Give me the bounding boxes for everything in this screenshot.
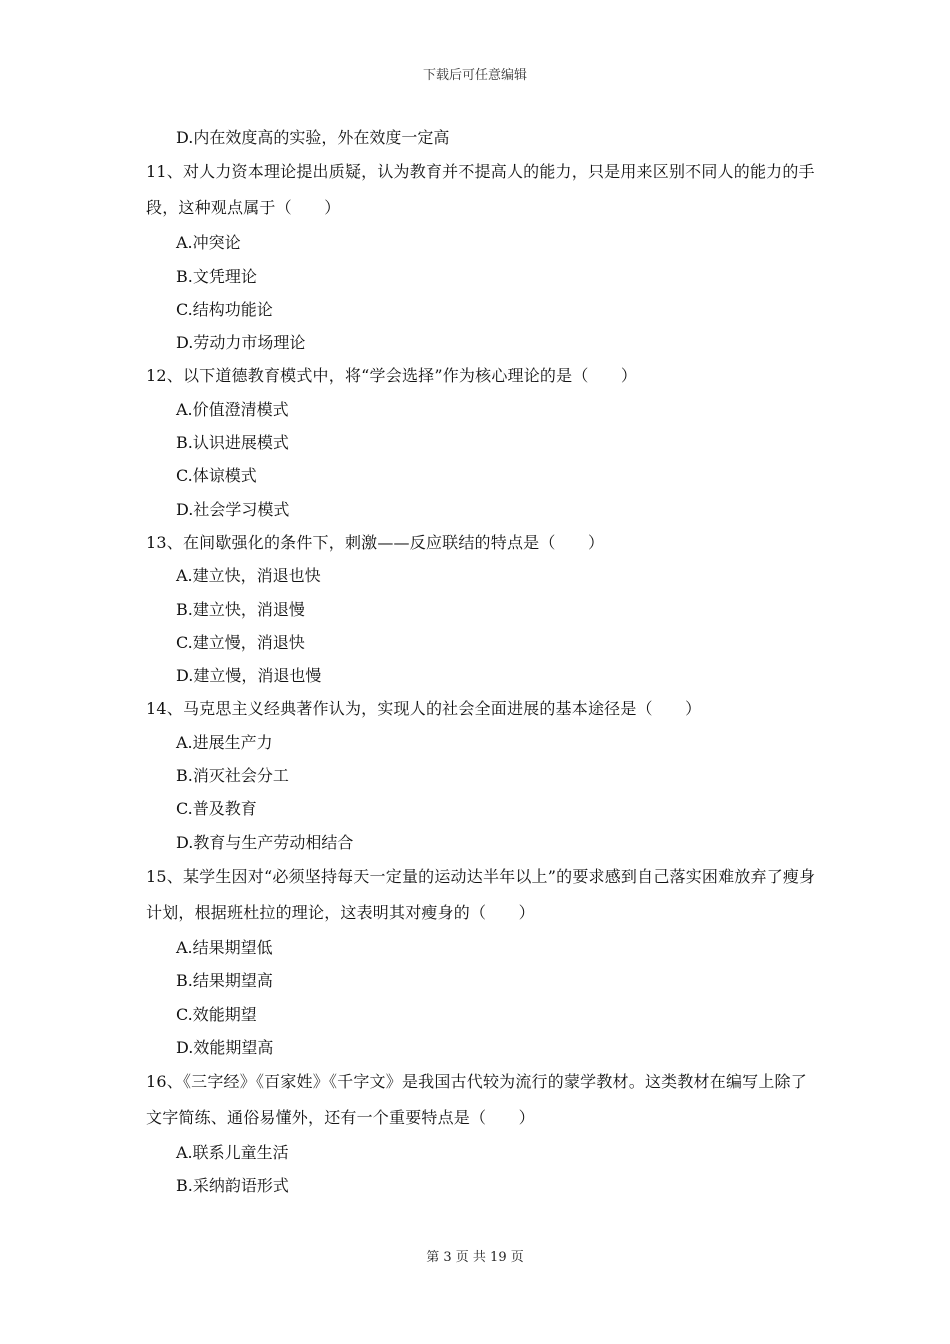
- answer-option: C.普及教育: [176, 799, 257, 819]
- answer-option: D.效能期望高: [176, 1037, 274, 1057]
- question-stem: 11、对人力资本理论提出质疑，认为教育并不提高人的能力，只是用来区别不同人的能力的手段，这种观点属于（ ）: [146, 162, 815, 218]
- page-footer: 第 3 页 共 19 页: [426, 1250, 524, 1265]
- question-stem: 13、在间歇强化的条件下，刺激——反应联结的特点是（ ）: [146, 532, 605, 552]
- answer-option: A.进展生产力: [176, 732, 273, 752]
- answer-option: A.冲突论: [176, 233, 241, 253]
- answer-option: C.效能期望: [176, 1004, 257, 1024]
- answer-option: B.建立快，消退慢: [176, 599, 305, 619]
- page-header: 下载后可任意编辑: [422, 68, 527, 83]
- answer-option: D.内在效度高的实验，外在效度一定高: [176, 128, 450, 147]
- answer-option: D.社会学习模式: [176, 499, 290, 519]
- question-stem: 16、《三字经》《百家姓》《千字文》是我国古代较为流行的蒙学教材。这类教材在编写上除了文字简练、通俗易懂外，还有一个重要特点是（ ）: [146, 1072, 807, 1128]
- answer-option: C.体谅模式: [176, 466, 257, 486]
- answer-option: C.结构功能论: [176, 299, 273, 319]
- question-stem: 14、马克思主义经典著作认为，实现人的社会全面进展的基本途径是（ ）: [146, 699, 702, 719]
- document-body: [146, 121, 816, 1203]
- answer-option: A.联系儿童生活: [176, 1143, 289, 1163]
- question-stem: 12、以下道德教育模式中，将“学会选择”作为核心理论的是（ ）: [146, 366, 638, 386]
- answer-option: B.认识进展模式: [176, 433, 289, 453]
- answer-option: A.结果期望低: [176, 937, 273, 957]
- answer-option: D.建立慢，消退也慢: [176, 666, 322, 686]
- answer-option: C.建立慢，消退快: [176, 632, 305, 652]
- answer-option: D.劳动力市场理论: [176, 333, 306, 353]
- answer-option: B.消灭社会分工: [176, 766, 289, 786]
- question-stem: 15、某学生因对“必须坚持每天一定量的运动达半年以上”的要求感到自己落实困难放弃了瘦身计划，根据班杜拉的理论，这表明其对瘦身的（ ）: [146, 866, 816, 922]
- answer-option: B.采纳韵语形式: [176, 1176, 289, 1196]
- answer-option: B.文凭理论: [176, 266, 257, 286]
- answer-option: B.结果期望高: [176, 971, 273, 991]
- answer-option: A.建立快，消退也快: [176, 566, 321, 586]
- answer-option: A.价值澄清模式: [176, 399, 289, 419]
- answer-option: D.教育与生产劳动相结合: [176, 832, 354, 852]
